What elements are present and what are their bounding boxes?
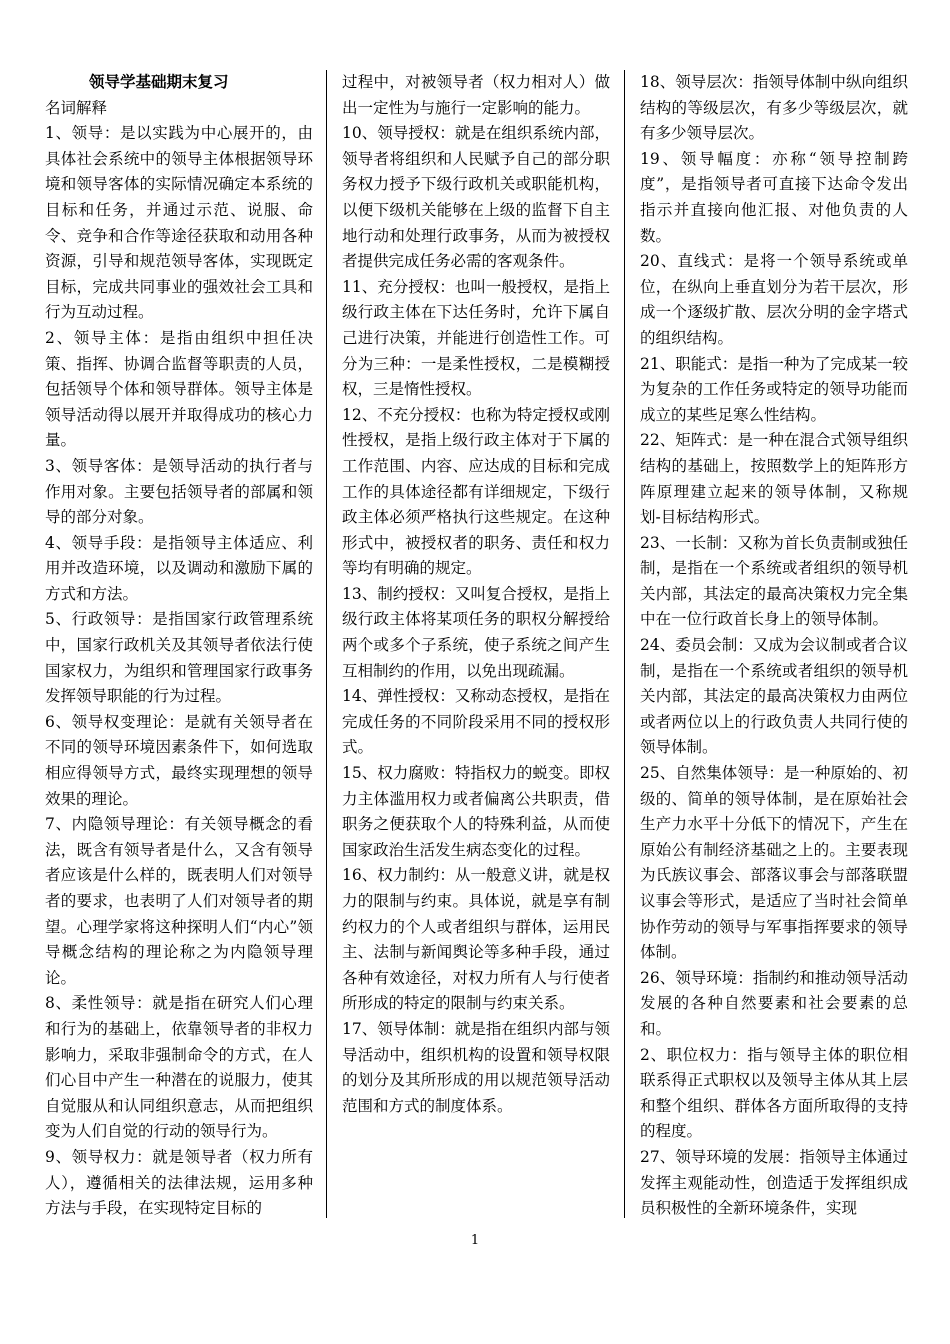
term-entry: 19、领导幅度：亦称“领导控制跨度”，是指领导者可直接下达命令发出指示并直接向他汇报、对他负责的人数。 bbox=[640, 149, 908, 245]
term-entry: 2、领导主体：是指由组织中担任决策、指挥、协调合监督等职责的人员，包括领导个体和领导群体。领导主体是领导活动得以展开并取得成功的核心力量。 bbox=[45, 328, 313, 450]
term-entry: 14、弹性授权：又称动态授权，是指在完成任务的不同阶段采用不同的授权形式。 bbox=[342, 687, 610, 757]
term-entry: 4、领导手段：是指领导主体适应、利用并改造环境，以及调动和激励下属的方式和方法。 bbox=[45, 533, 313, 603]
term-entry: 25、自然集体领导：是一种原始的、初级的、简单的领导体制，是在原始社会生产力水平十分低下的情况下，产生在原始公有制经济基础之上的。主要表现为氏族议事会、部落议事会与部落联盟议事会等形式，是适应了当时社会简单协作劳动的领导与军事指挥要求的领导体制。 bbox=[640, 764, 908, 962]
term-entry: 12、不充分授权：也称为特定授权或刚性授权，是指上级行政主体对于下属的工作范围、内容、应达成的目标和完成工作的具体途径都有详细规定，下级行政主体必须严格执行这些规定。在这种形式中，被授权者的职务、责任和权力等均有明确的规定。 bbox=[342, 405, 610, 578]
term-entry: 9、领导权力：就是领导者（权力所有人），遵循相关的法律法规，运用多种方法与手段，在实现特定目标的 bbox=[45, 1147, 313, 1218]
term-entry: 16、权力制约：从一般意义讲，就是权力的限制与约束。具体说，就是享有制约权力的个人或者组织与群体，运用民主、法制与新闻舆论等多种手段，通过各种有效途径，对权力所有人与行使者所形成的特定的限制与约束关系。 bbox=[342, 866, 610, 1013]
term-entry: 过程中，对被领导者（权力相对人）做出一定性为与施行一定影响的能力。 bbox=[342, 73, 610, 117]
section-heading: 名词解释 bbox=[45, 98, 108, 117]
term-entry: 23、一长制：又称为首长负责制或独任制，是指在一个系统或者组织的领导机关内部，其法定的最高决策权力完全集中在一位行政首长身上的领导体制。 bbox=[640, 533, 908, 629]
column-divider bbox=[326, 70, 327, 1218]
term-entry: 15、权力腐败：特指权力的蜕变。即权力主体滥用权力或者偏离公共职责，借职务之便获取个人的特殊利益，从而使国家政治生活发生病态变化的过程。 bbox=[342, 764, 610, 859]
term-entry: 26、领导环境：指制约和推动领导活动发展的各种自然要素和社会要素的总和。 bbox=[640, 968, 908, 1038]
page-number: 1 bbox=[470, 1233, 480, 1248]
term-entry: 18、领导层次：指领导体制中纵向组织结构的等级层次，有多少等级层次，就有多少领导层次。 bbox=[640, 73, 908, 143]
text-column-2 bbox=[342, 70, 610, 1220]
term-entry: 5、行政领导：是指国家行政管理系统中，国家行政机关及其领导者依法行使国家权力，为组织和管理国家行政事务发挥领导职能的行为过程。 bbox=[45, 610, 313, 706]
term-entry: 13、制约授权：又叫复合授权，是指上级行政主体将某项任务的职权分解授给两个或多个子系统，使子系统之间产生互相制约的作用，以免出现疏漏。 bbox=[342, 584, 610, 680]
term-entry: 22、矩阵式：是一种在混合式领导组织结构的基础上，按照数学上的矩阵形方阵原理建立起来的领导体制，又称规划-目标结构形式。 bbox=[640, 431, 908, 527]
term-entry: 10、领导授权：就是在组织系统内部，领导者将组织和人民赋予自己的部分职务权力授予下级行政机关或职能机构，以便下级机关能够在上级的监督下自主地行动和处理行政事务，从而为被授权者提供完成任务必需的客观条件。 bbox=[342, 124, 610, 271]
term-entry: 6、领导权变理论：是就有关领导者在不同的领导环境因素条件下，如何选取相应得领导方式，最终实现理想的领导效果的理论。 bbox=[45, 712, 313, 808]
term-entry: 2、职位权力：指与领导主体的职位相联系得正式职权以及领导主体从其上层和整个组织、群体各方面所取得的支持的程度。 bbox=[640, 1045, 908, 1141]
column-divider bbox=[624, 70, 625, 1218]
text-column-3 bbox=[640, 70, 908, 1220]
text-column-1 bbox=[45, 70, 313, 1220]
term-entry: 7、内隐领导理论：有关领导概念的看法，既含有领导者是什么，又含有领导者应该是什么样的，既表明人们对领导者的要求，也表明了人们对领导者的期望。心理学家将这种探明人们“内心”领导概念结构的理论称之为内隐领导理论。 bbox=[45, 815, 313, 987]
term-entry: 24、委员会制：又成为会议制或者合议制，是指在一个系统或者组织的领导机关内部，其法定的最高决策权力由两位或者两位以上的行政负责人共同行使的领导体制。 bbox=[640, 636, 908, 757]
term-entry: 17、领导体制：就是指在组织内部与领导活动中，组织机构的设置和领导权限的划分及其所形成的用以规范领导活动范围和方式的制度体系。 bbox=[342, 1019, 610, 1115]
term-entry: 8、柔性领导：就是指在研究人们心理和行为的基础上，依靠领导者的非权力影响力，采取非强制命令的方式，在人们心目中产生一种潜在的说服力，使其自觉服从和认同组织意志，从而把组织变为人们自觉的行动的领导行为。 bbox=[45, 994, 313, 1141]
term-entry: 21、职能式：是指一种为了完成某一较为复杂的工作任务或特定的领导功能而成立的某些足寒么性结构。 bbox=[640, 354, 908, 424]
term-entry: 1、领导：是以实践为中心展开的，由具体社会系统中的领导主体根据领导环境和领导客体的实际情况确定本系统的目标和任务，并通过示范、说服、命令、竞争和合作等途径获取和动用各种资源，引导和规范领导客体，实现既定目标，完成共同事业的强效社会工具和行为互动过程。 bbox=[45, 124, 313, 322]
term-entry: 20、直线式：是将一个领导系统或单位，在纵向上垂直划分为若干层次，形成一个逐级扩散、层次分明的金字塔式的组织结构。 bbox=[640, 252, 908, 347]
term-entry: 11、充分授权：也叫一般授权，是指上级行政主体在下达任务时，允许下属自己进行决策，并能进行创造性工作。可分为三种：一是柔性授权，二是模糊授权，三是惰性授权。 bbox=[342, 277, 610, 399]
term-entry: 3、领导客体：是领导活动的执行者与作用对象。主要包括领导者的部属和领导的部分对象。 bbox=[45, 456, 313, 527]
term-entry: 27、领导环境的发展：指领导主体通过发挥主观能动性，创造适于发挥组织成员积极性的全新环境条件，实现 bbox=[640, 1147, 908, 1218]
document-title: 领导学基础期末复习 bbox=[89, 73, 229, 91]
